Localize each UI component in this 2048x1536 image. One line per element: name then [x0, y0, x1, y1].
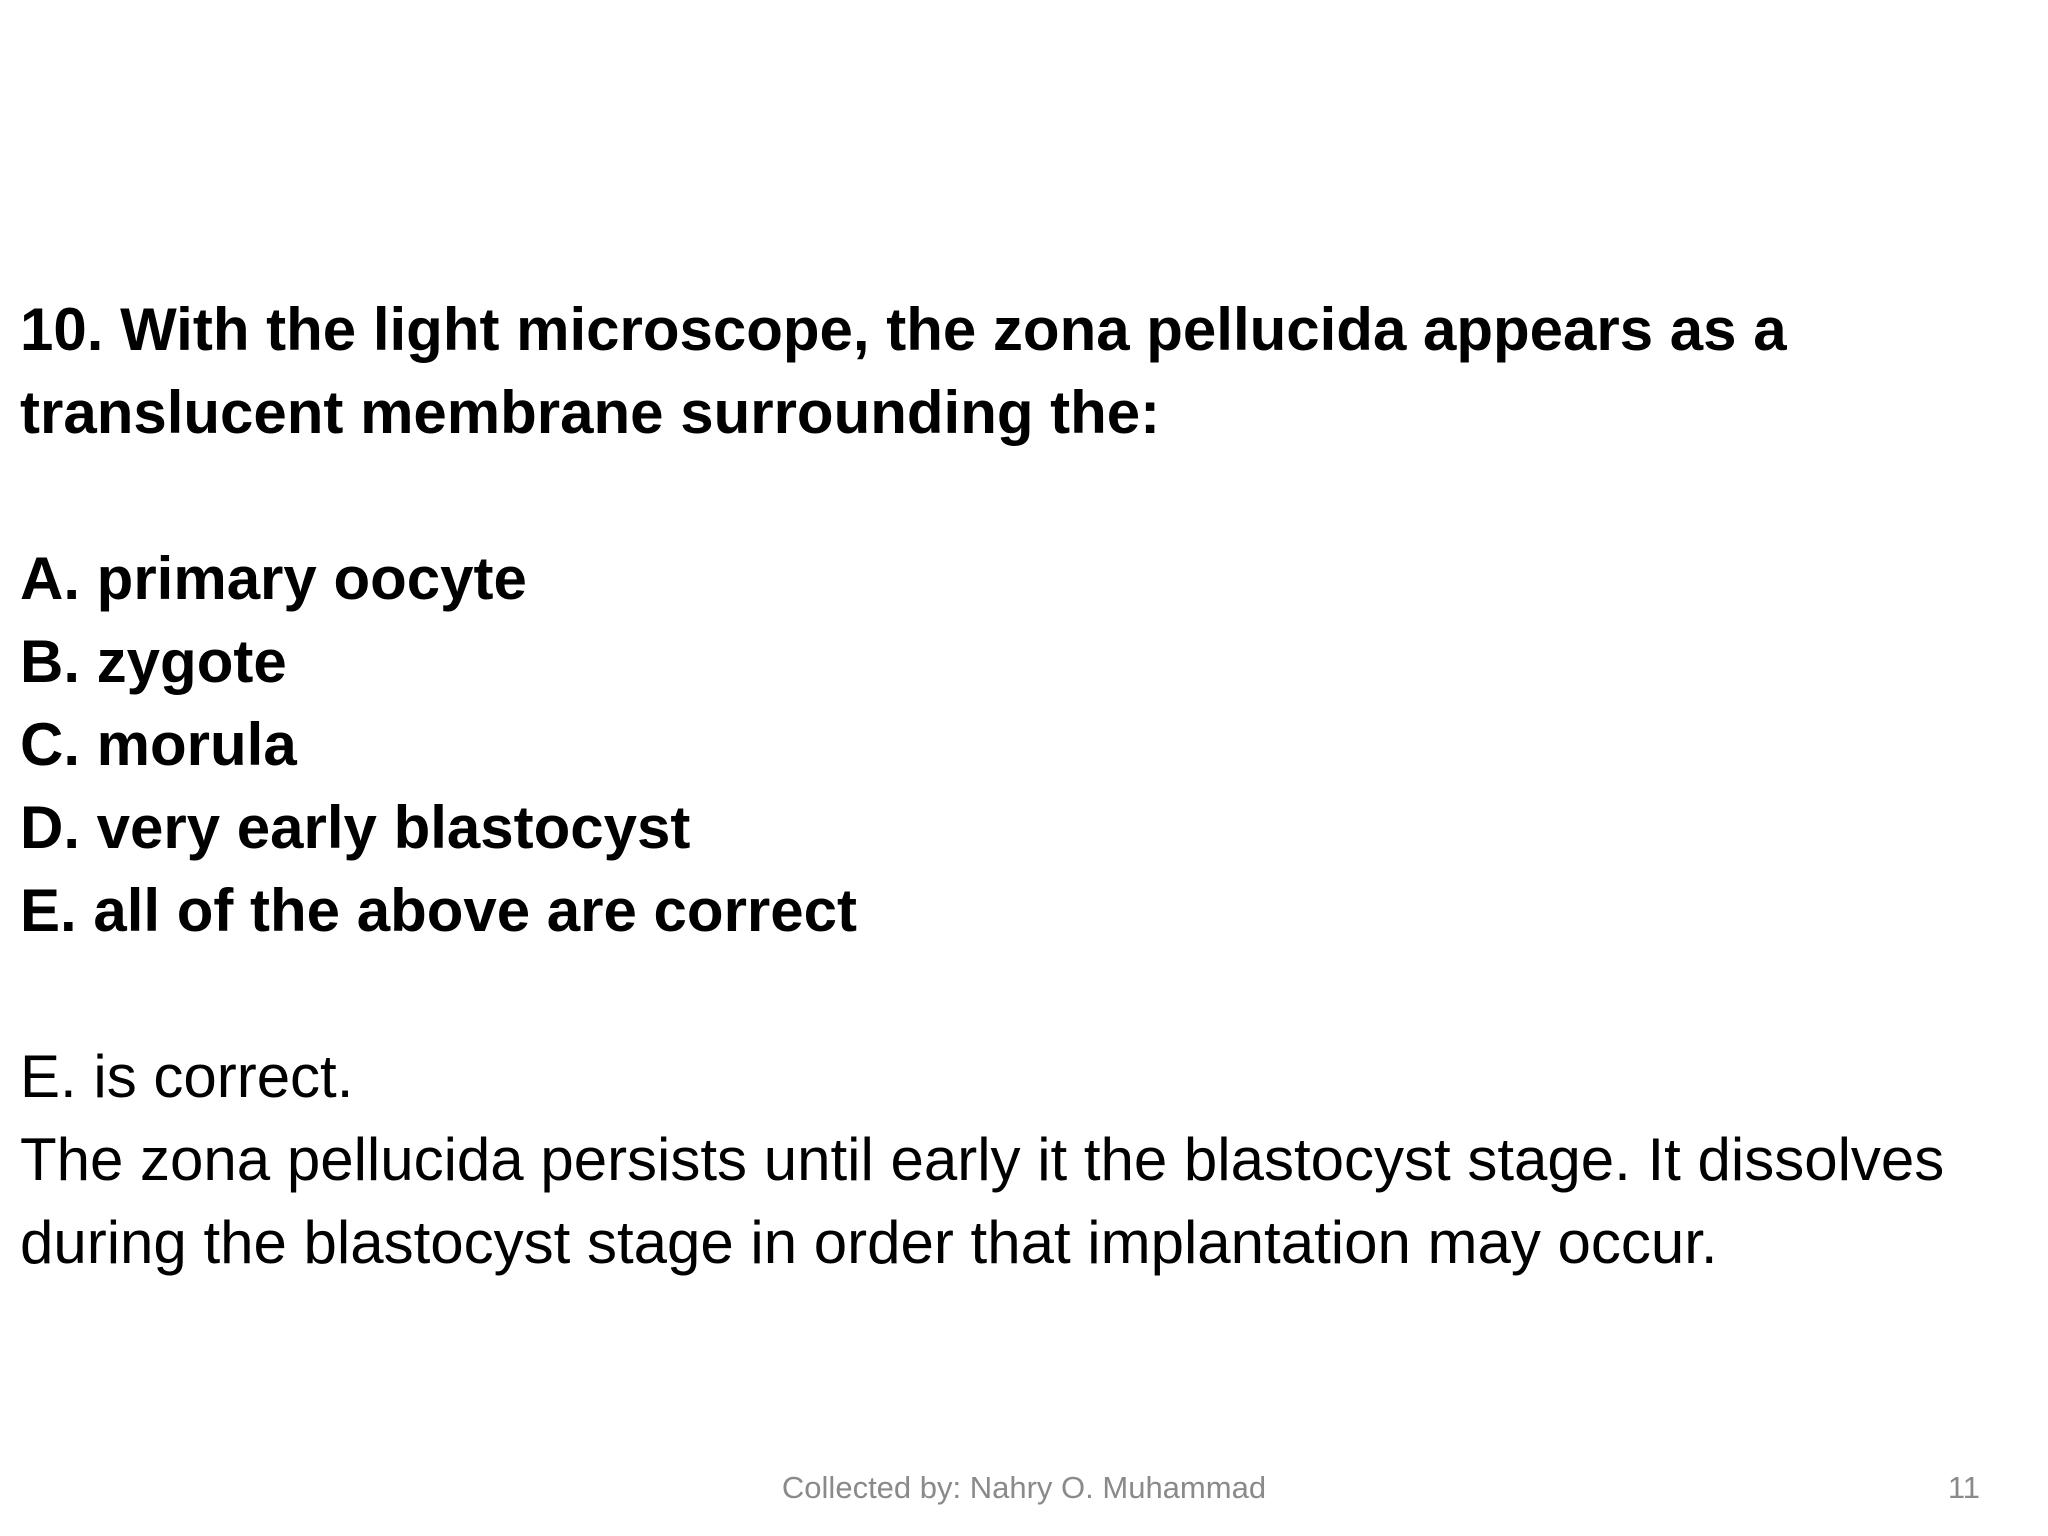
option-c: C. morula: [20, 711, 297, 778]
question-text: 10. With the light microscope, the zona pellucida appears as a translucent membrane surrounding the:: [20, 296, 1787, 446]
option-e: E. all of the above are correct: [20, 877, 857, 944]
answer-verdict: E. is correct.: [20, 1043, 354, 1110]
slide-content: [20, 288, 2030, 1284]
answer-block: [20, 1035, 2030, 1284]
answer-explanation: The zona pellucida persists until early it the blastocyst stage. It dissolves during the blastocyst stage in order that implantation may occur.: [20, 1126, 1945, 1276]
footer-credit: Collected by: Nahry O. Muhammad: [781, 1470, 1267, 1505]
options-list: [20, 537, 2030, 952]
option-b: B. zygote: [20, 628, 287, 695]
page-number: 11: [1947, 1470, 1980, 1505]
option-d: D. very early blastocyst: [20, 794, 691, 861]
option-a: A. primary oocyte: [20, 545, 527, 612]
